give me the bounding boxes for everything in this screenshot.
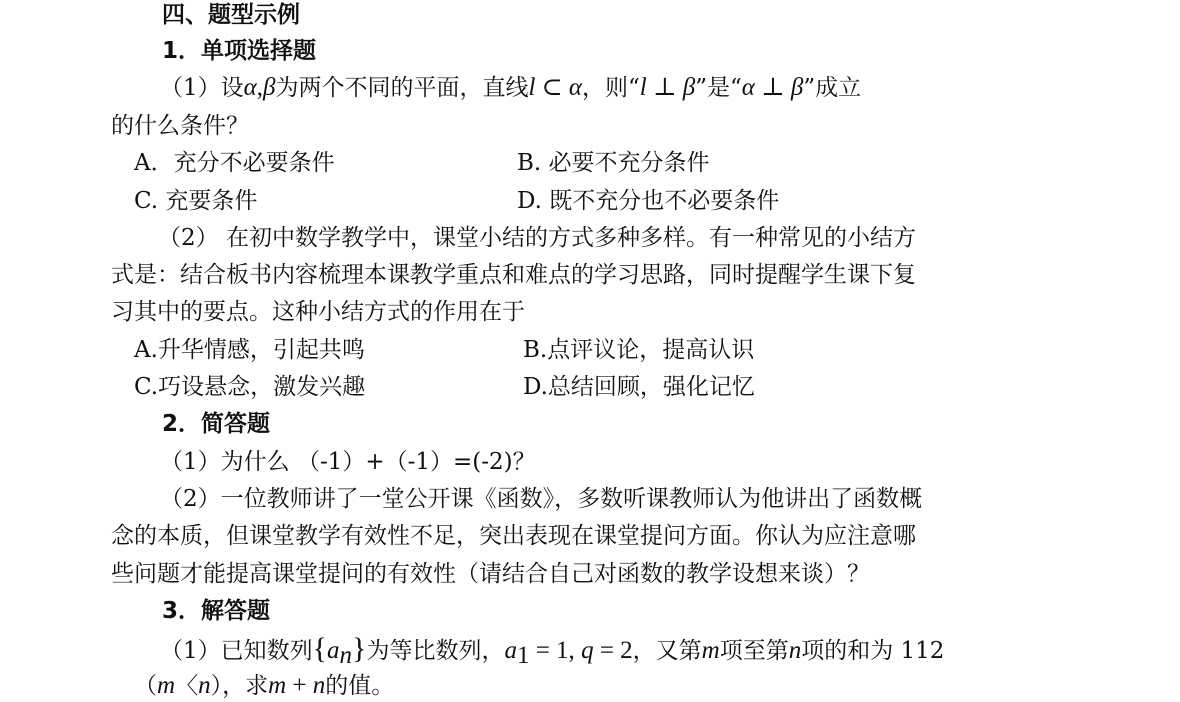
- perp-symbol: ⊥: [646, 74, 683, 101]
- cond-open: （: [134, 673, 157, 699]
- part3-q1-text4: 项的和为 112: [801, 638, 945, 664]
- eq2: = 2: [593, 637, 633, 664]
- part1-q2-line1: （2） 在初中数学教学中，课堂小结的方式多种多样。有一种常见的小结方: [158, 225, 916, 251]
- part1-q1-option-d: D. 既不充分也不必要条件: [517, 188, 780, 214]
- sum-n: n: [312, 672, 326, 699]
- q1-text4: ”成立: [803, 75, 862, 101]
- cond-m: m: [157, 672, 176, 699]
- q1-num: （1）设: [160, 75, 244, 101]
- part1-q2-line2: 式是：结合板书内容梳理本课教学重点和难点的学习思路，同时提醒学生课下复: [111, 262, 916, 288]
- beta-symbol-3: β: [790, 74, 804, 101]
- part3-q1-text2: ，又第: [632, 638, 702, 664]
- q-symbol: q: [581, 637, 594, 664]
- part1-q1-line1: [160, 73, 861, 103]
- part3-q1-line1: [160, 634, 944, 671]
- q1-text2: ，则“: [582, 75, 640, 101]
- part3-q1-text1: 为等比数列，: [366, 638, 505, 664]
- part1-q1-line2: 的什么条件？: [111, 113, 249, 139]
- part1-q2-option-a: A.升华情感，引起共鸣: [134, 337, 365, 363]
- left-brace: {: [312, 632, 328, 665]
- alpha-symbol: α: [243, 74, 257, 101]
- part1-heading: 1．单项选择题: [162, 38, 317, 64]
- a1-subscript: 1: [516, 642, 530, 669]
- part2-q2-line2: 念的本质，但课堂教学有效性不足，突出表现在课堂提问方面。你认为应注意哪: [111, 523, 916, 549]
- line-l-symbol-2: l: [639, 74, 647, 101]
- part2-q2-line1: （2）一位教师讲了一堂公开课《函数》，多数听课教师认为他讲出了函数概: [160, 486, 923, 512]
- part3-q1-line2: [134, 671, 394, 701]
- part1-q1-option-b: B. 必要不充分条件: [517, 150, 710, 176]
- line-l-symbol: l: [528, 74, 536, 101]
- perp-symbol-2: ⊥: [754, 74, 791, 101]
- alpha-symbol-2: α: [568, 74, 582, 101]
- sequence-a: a: [327, 637, 340, 664]
- right-brace: }: [352, 632, 367, 665]
- part2-q2-line3: 些问题才能提高课堂提问的有效性（请结合自己对函数的教学设想来谈）？: [111, 561, 870, 587]
- part3-q1-num: （1）已知数列: [160, 638, 313, 664]
- m-symbol: m: [701, 637, 720, 664]
- cond-lt: 〈: [175, 673, 199, 699]
- q1-text3: ”是“: [695, 75, 742, 101]
- q1-text1: 为两个不同的平面，直线: [275, 75, 529, 101]
- cond-n: n: [198, 672, 211, 699]
- cond-close: ），求: [210, 673, 269, 699]
- part1-q2-option-c: C.巧设悬念，激发兴趣: [134, 374, 366, 400]
- comma: ,: [256, 74, 264, 101]
- part1-q1-option-c: C. 充要条件: [134, 188, 258, 214]
- part2-q1: （1）为什么 （-1）+（-1）=(-2)？: [160, 449, 536, 475]
- part1-q2-option-d: D.总结回顾，强化记忆: [523, 374, 755, 400]
- n-symbol: n: [788, 637, 802, 664]
- part3-heading: 3．解答题: [162, 598, 271, 624]
- eq1: = 1,: [529, 637, 582, 664]
- section-heading: 四、题型示例: [162, 2, 300, 28]
- part2-heading: 2．简答题: [162, 411, 271, 437]
- part3-q1-text3: 项至第: [719, 638, 789, 664]
- beta-symbol: β: [263, 74, 276, 101]
- sequence-subscript-n: n: [339, 642, 353, 669]
- plus-sign: +: [286, 672, 313, 699]
- sum-m: m: [268, 672, 287, 699]
- part1-q2-option-b: B.点评议论，提高认识: [523, 337, 755, 363]
- a1-symbol: a: [504, 637, 517, 664]
- subset-symbol: ⊂: [535, 74, 569, 101]
- part1-q2-line3: 习其中的要点。这种小结方式的作用在于: [111, 299, 525, 325]
- part1-q1-option-a: A．充分不必要条件: [134, 150, 335, 176]
- alpha-symbol-3: α: [741, 74, 755, 101]
- beta-symbol-2: β: [682, 74, 696, 101]
- part3-q1-text5: 的值。: [325, 673, 395, 699]
